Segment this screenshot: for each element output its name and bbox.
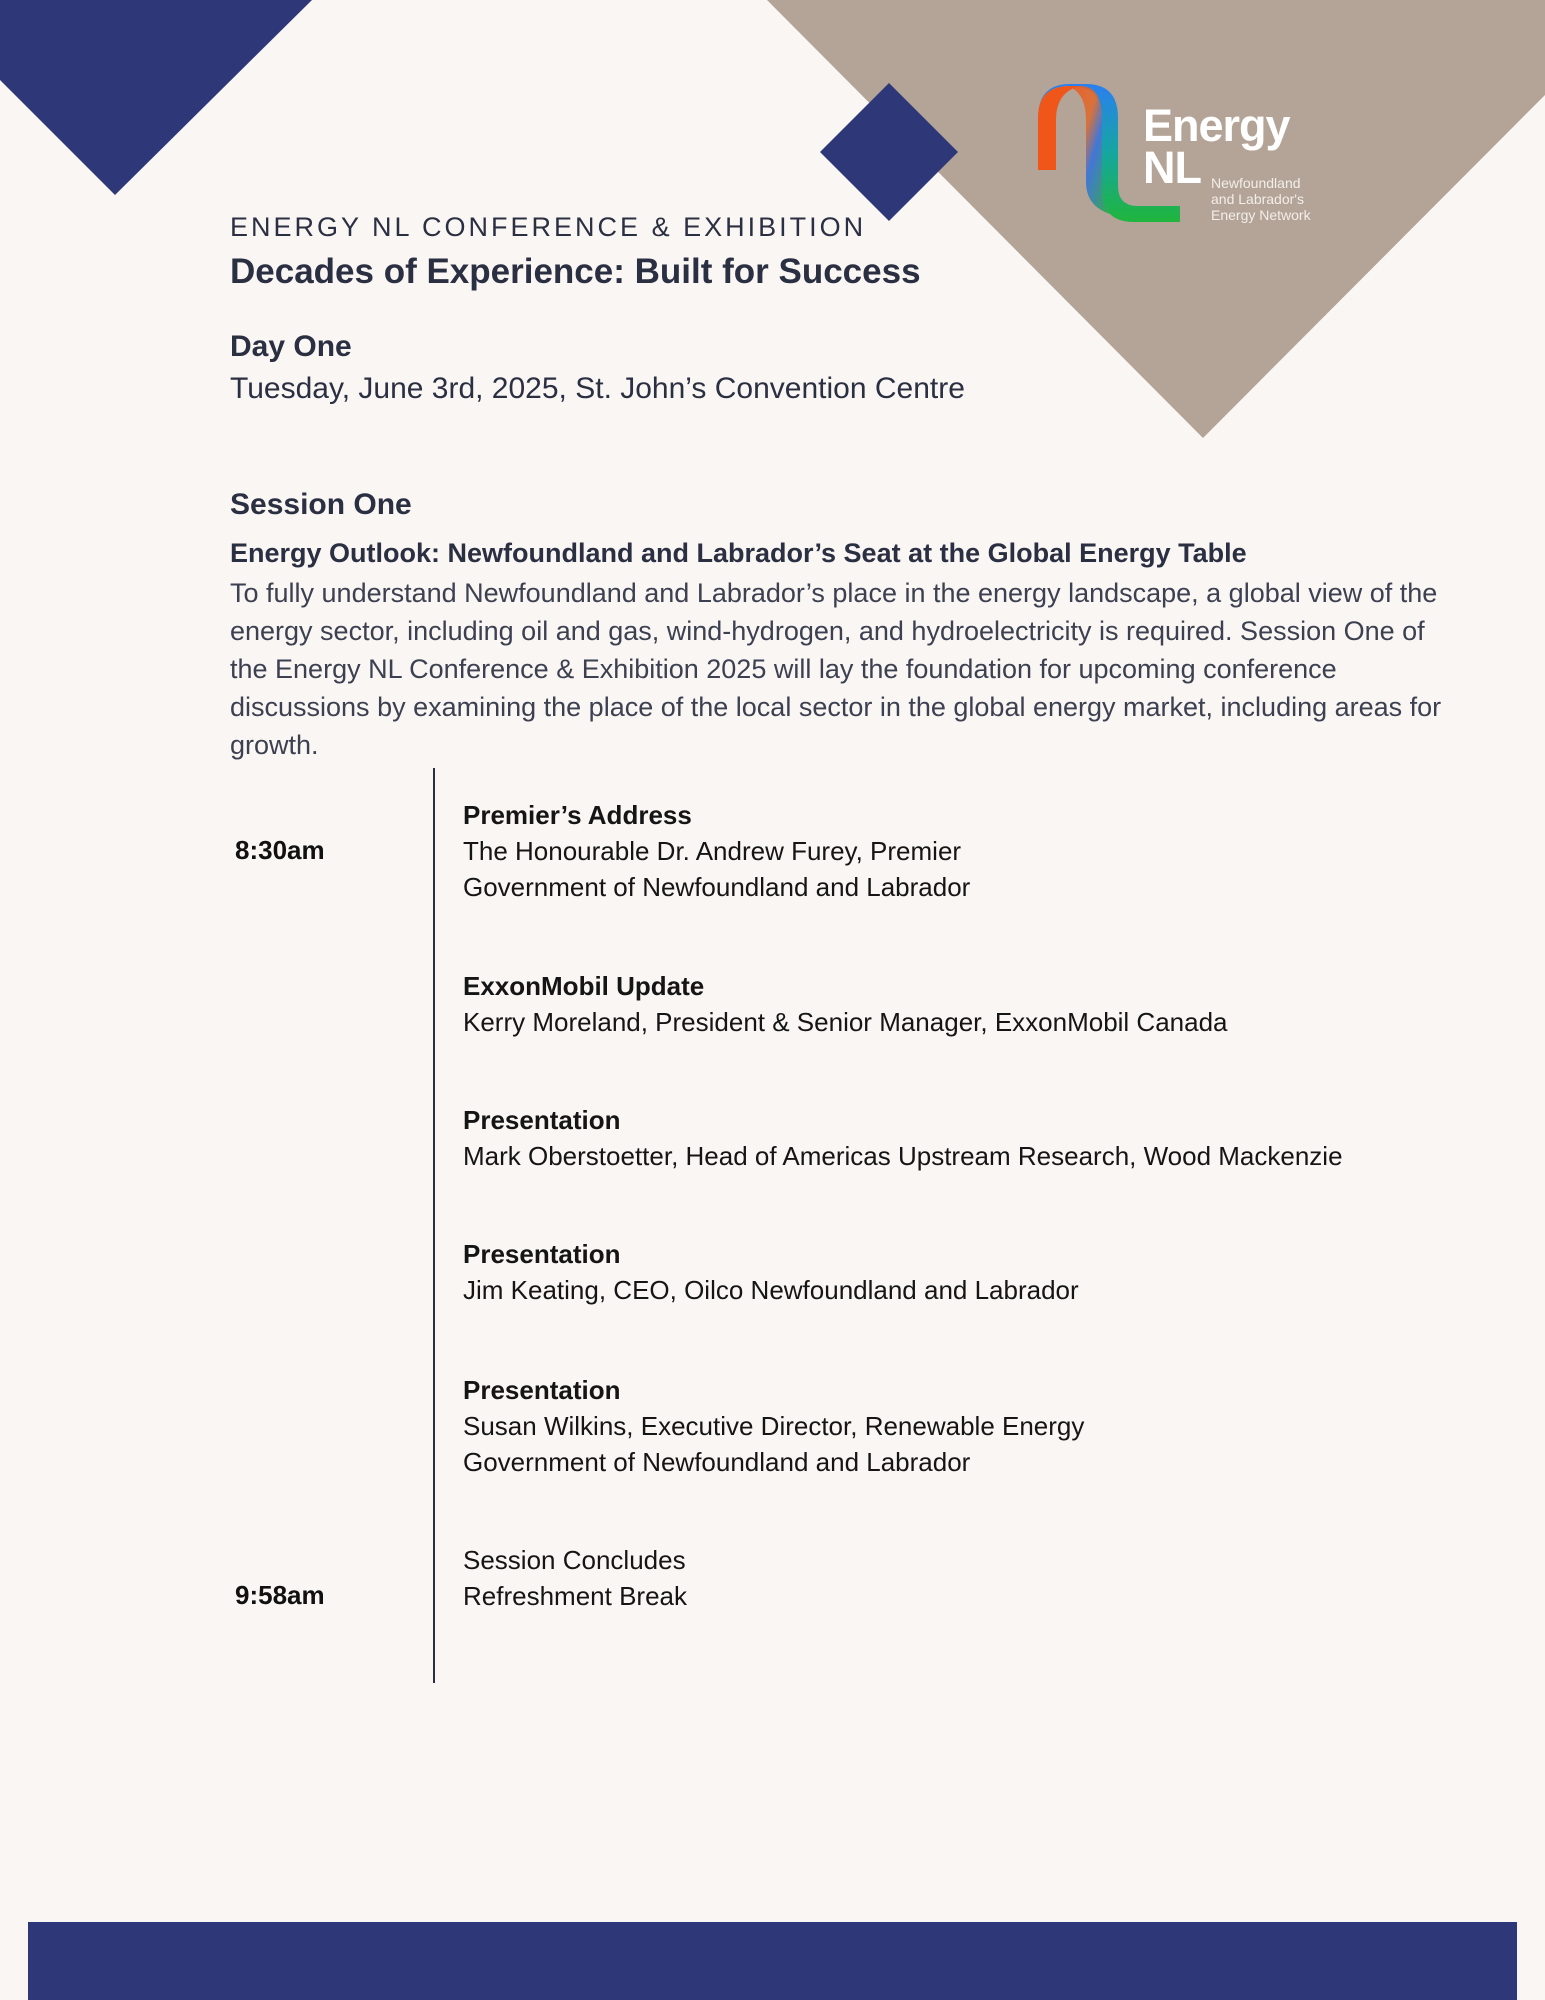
conference-eyebrow: ENERGY NL CONFERENCE & EXHIBITION: [230, 212, 867, 242]
agenda-item-heading: ExxonMobil Update: [463, 971, 705, 1001]
agenda-item-heading: Premier’s Address: [463, 800, 692, 830]
agenda-item-line: Refreshment Break: [463, 1581, 687, 1611]
agenda-item-line: Kerry Moreland, President & Senior Manager, ExxonMobil Canada: [463, 1007, 1228, 1037]
logo-wordmark-energy: Energy: [1143, 100, 1290, 151]
logo-tagline-line: and Labrador's: [1211, 191, 1304, 207]
agenda-item: [463, 1372, 1523, 1480]
timeline-divider: [433, 768, 435, 1683]
agenda-item-line: The Honourable Dr. Andrew Furey, Premier: [463, 836, 962, 866]
date-location: Tuesday, June 3rd, 2025, St. John’s Convention Centre: [230, 372, 965, 405]
agenda-item-line: Susan Wilkins, Executive Director, Renewable Energy: [463, 1411, 1085, 1441]
agenda-item: [463, 1236, 1523, 1308]
footer-bar: [28, 1922, 1517, 2000]
agenda-item-line: Government of Newfoundland and Labrador: [463, 872, 971, 902]
logo-tagline-line: Newfoundland: [1211, 175, 1301, 191]
agenda-item: [463, 1102, 1523, 1174]
agenda-item-heading: Presentation: [463, 1375, 621, 1405]
agenda-item-line: Jim Keating, CEO, Oilco Newfoundland and Labrador: [463, 1275, 1079, 1305]
logo-tagline: [1211, 175, 1371, 223]
conference-title: Decades of Experience: Built for Success: [230, 252, 921, 291]
agenda-item-heading: Presentation: [463, 1239, 621, 1269]
agenda-item: [463, 797, 1523, 905]
agenda-item-line: Session Concludes: [463, 1545, 686, 1575]
navy-corner-triangle: [0, 0, 312, 195]
agenda-item-line: Mark Oberstoetter, Head of Americas Upstream Research, Wood Mackenzie: [463, 1141, 1343, 1171]
session-label: Session One: [230, 488, 412, 521]
agenda-item: [463, 1542, 1523, 1614]
time-start: 8:30am: [235, 835, 325, 865]
agenda-item-heading: Presentation: [463, 1105, 621, 1135]
time-end: 9:58am: [235, 1580, 325, 1610]
agenda-item-line: Government of Newfoundland and Labrador: [463, 1447, 971, 1477]
session-title: Energy Outlook: Newfoundland and Labrador’s Seat at the Global Energy Table: [230, 538, 1247, 568]
logo-tagline-line: Energy Network: [1211, 207, 1311, 223]
day-label: Day One: [230, 330, 352, 363]
agenda-item: [463, 968, 1523, 1040]
session-description: To fully understand Newfoundland and Labrador’s place in the energy landscape, a global view of the energy sector, including oil and gas, wind-hydrogen, and hydroelectricity is required. Session One of the Energy NL Conference & Exhibition 2025 will lay the foundation for upcoming conference discussions by examining the place of the local sector in the global energy market, including areas for growth.: [230, 578, 1442, 760]
logo-wordmark-nl: NL: [1143, 142, 1201, 193]
